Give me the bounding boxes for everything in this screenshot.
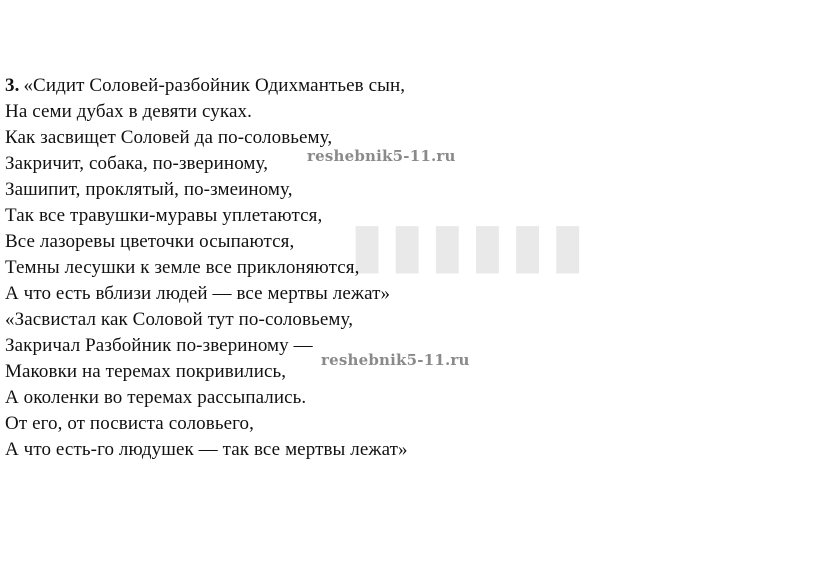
background-watermark-graphic: ▮▮▮▮▮▮: [350, 208, 591, 281]
poem-line: Все лазоревы цветочки осыпаются,: [5, 231, 295, 252]
site-watermark: reshebnik5-11.ru: [307, 147, 456, 165]
poem-line: Темны лесушки к земле все приклоняются,: [5, 257, 360, 278]
poem-text-block: [5, 73, 805, 463]
poem-line: Зашипит, проклятый, по-змеиному,: [5, 179, 293, 200]
poem-line: На семи дубах в девяти суках.: [5, 101, 252, 122]
poem-line: От его, от посвиста соловьего,: [5, 413, 254, 434]
poem-line: Закричал Разбойник по-звериному —: [5, 335, 313, 356]
poem-line: А околенки во теремах рассыпались.: [5, 387, 307, 408]
poem-line: Маковки на теремах покривились,: [5, 361, 287, 382]
exercise-number: 3.: [5, 75, 20, 96]
poem-line: А что есть-го людушек — так все мертвы лежат»: [5, 439, 408, 460]
poem-line-text: «Сидит Соловей-разбойник Одихмантьев сын,: [23, 75, 406, 96]
poem-line: А что есть вблизи людей — все мертвы лежат»: [5, 283, 391, 304]
poem-line: Закричит, собака, по-звериному,: [5, 153, 269, 174]
poem-line: Так все травушки-муравы уплетаются,: [5, 205, 323, 226]
poem-line: Как засвищет Соловей да по-соловьему,: [5, 127, 333, 148]
poem-line: [5, 73, 805, 99]
site-watermark: reshebnik5-11.ru: [321, 351, 470, 369]
poem-line: «Засвистал как Соловой тут по-соловьему,: [5, 309, 354, 330]
